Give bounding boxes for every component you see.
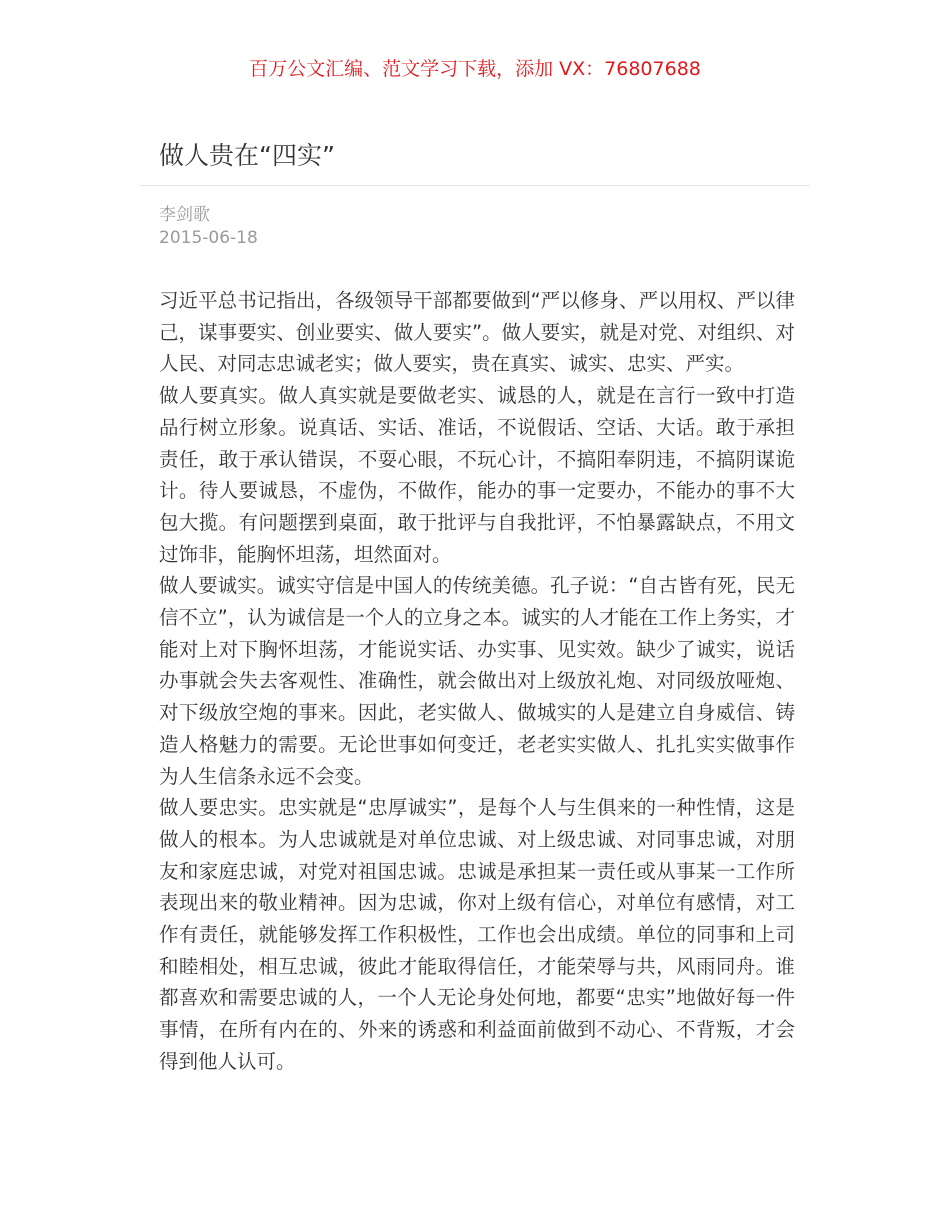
article-paragraph: 做人要诚实。诚实守信是中国人的传统美德。孔子说：“自古皆有死，民无信不立”，认为诚信是一个人的立身之本。诚实的人才能在工作上务实，才能对上对下胸怀坦荡，才能说实话、办实事、见实效。缺少了诚实，说话办事就会失去客观性、准确性，就会做出对上级放礼炮、对同级放哑炮、对下级放空炮的事来。因此，老实做人、做城实的人是建立自身威信、铸造人格魅力的需要。无论世事如何变迁，老老实实做人、扎扎实实做事作为人生信条永远不会变。 xyxy=(159,574,795,788)
article-body xyxy=(159,285,795,1078)
title-divider xyxy=(140,185,810,186)
article-title: 做人贵在“四实” xyxy=(159,141,335,170)
article-paragraph: 做人要忠实。忠实就是“忠厚诚实”，是每个人与生俱来的一种性情，这是做人的根本。为人忠诚就是对单位忠诚、对上级忠诚、对同事忠诚，对朋友和家庭忠诚，对党对祖国忠诚。忠诚是承担某一责任或从事某一工作所表现出来的敬业精神。因为忠诚，你对上级有信心，对单位有感情，对工作有责任，就能够发挥工作积极性，工作也会出成绩。单位的同事和上司和睦相处，相互忠诚，彼此才能取得信任，才能荣辱与共，风雨同舟。谁都喜欢和需要忠诚的人，一个人无论身处何地，都要“忠实”地做好每一件事情，在所有内在的、外来的诱惑和利益面前做到不动心、不背叛，才会得到他人认可。 xyxy=(159,796,795,1073)
article-author: 李剑歌 xyxy=(159,205,210,225)
promo-banner: 百万公文汇编、范文学习下载，添加 VX：76807688 xyxy=(249,58,701,80)
article-paragraph: 习近平总书记指出，各级领导干部都要做到“严以修身、严以用权、严以律己，谋事要实、创业要实、做人要实”。做人要实，就是对党、对组织、对人民、对同志忠诚老实；做人要实，贵在真实、诚实、忠实、严实。 xyxy=(159,289,795,376)
article-paragraph: 做人要真实。做人真实就是要做老实、诚恳的人，就是在言行一致中打造品行树立形象。说真话、实话、准话，不说假话、空话、大话。敢于承担责任，敢于承认错误，不耍心眼，不玩心计，不搞阳奉阴违，不搞阴谋诡计。待人要诚恳，不虚伪，不做作，能办的事一定要办，不能办的事不大包大揽。有问题摆到桌面，敢于批评与自我批评，不怕暴露缺点，不用文过饰非，能胸怀坦荡，坦然面对。 xyxy=(159,384,795,566)
article-date: 2015-06-18 xyxy=(159,228,258,248)
